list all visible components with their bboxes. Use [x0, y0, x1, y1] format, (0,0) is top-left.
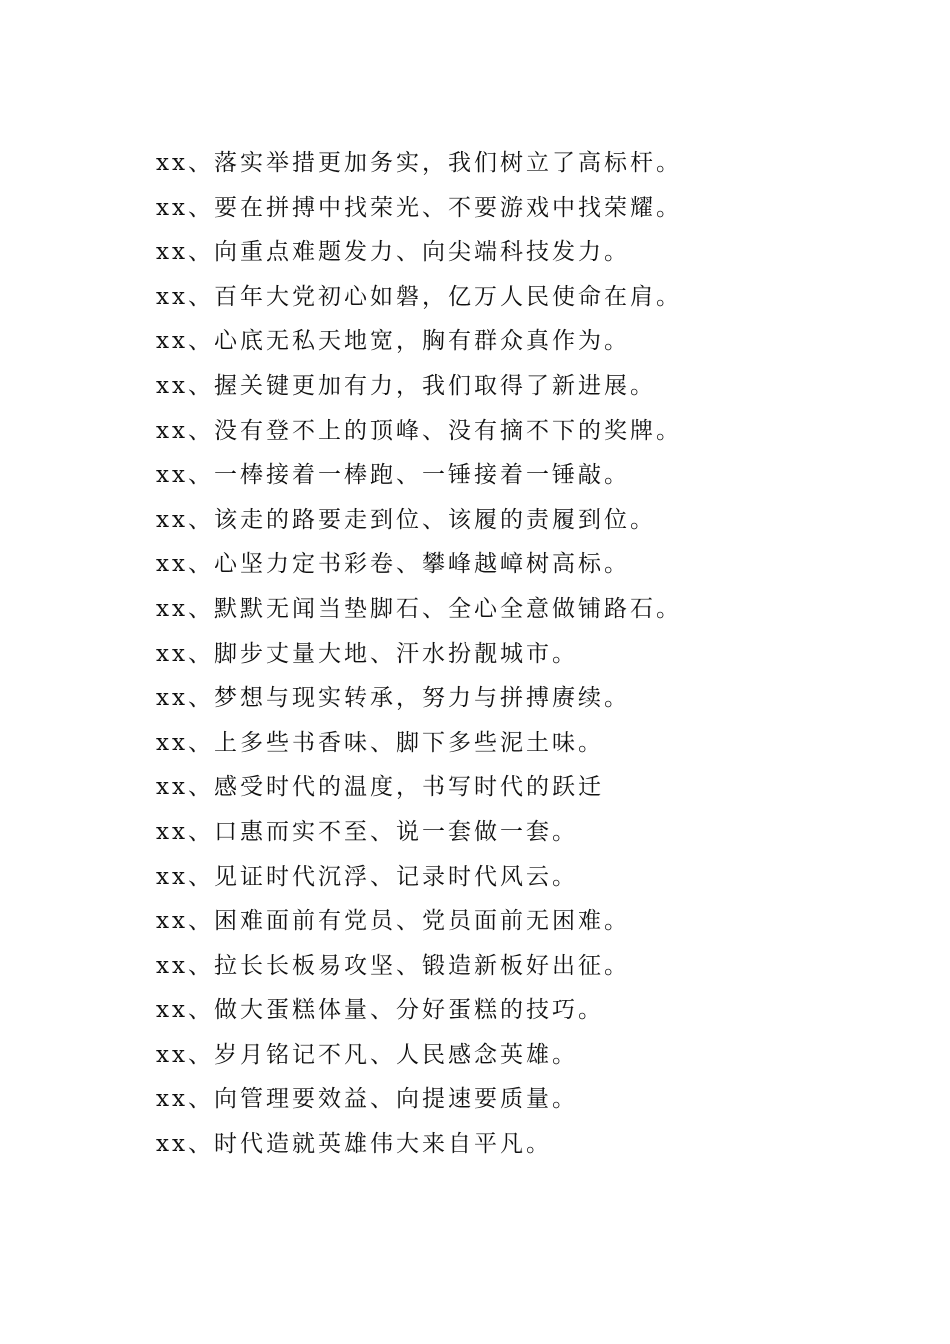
- slogan-line: xx、心底无私天地宽，胸有群众真作为。: [156, 328, 630, 355]
- slogan-line: xx、要在拼搏中找荣光、不要游戏中找荣耀。: [156, 194, 682, 221]
- slogan-line: xx、感受时代的温度，书写时代的跃迁: [156, 774, 604, 801]
- slogan-line: xx、向重点难题发力、向尖端科技发力。: [156, 239, 630, 266]
- slogan-line: xx、拉长长板易攻坚、锻造新板好出征。: [156, 952, 630, 979]
- slogan-line: xx、握关键更加有力，我们取得了新进展。: [156, 372, 656, 399]
- slogan-line: xx、心坚力定书彩卷、攀峰越嶂树高标。: [156, 551, 630, 578]
- slogan-line: xx、岁月铭记不凡、人民感念英雄。: [156, 1041, 578, 1068]
- slogan-line: xx、口惠而实不至、说一套做一套。: [156, 818, 578, 845]
- slogan-line: xx、脚步丈量大地、汗水扮靓城市。: [156, 640, 578, 667]
- slogan-line: xx、见证时代沉浮、记录时代风云。: [156, 863, 578, 890]
- slogan-line: xx、梦想与现实转承，努力与拼搏赓续。: [156, 685, 630, 712]
- slogan-line: xx、百年大党初心如磐，亿万人民使命在肩。: [156, 283, 682, 310]
- slogan-line: xx、上多些书香味、脚下多些泥土味。: [156, 729, 604, 756]
- slogan-line: xx、向管理要效益、向提速要质量。: [156, 1086, 578, 1113]
- slogan-line: xx、没有登不上的顶峰、没有摘不下的奖牌。: [156, 417, 682, 444]
- slogan-line: xx、做大蛋糕体量、分好蛋糕的技巧。: [156, 997, 604, 1024]
- slogan-line: xx、落实举措更加务实，我们树立了高标杆。: [156, 150, 682, 176]
- slogan-list: [156, 141, 856, 1167]
- slogan-line: xx、时代造就英雄伟大来自平凡。: [156, 1131, 552, 1158]
- slogan-line: xx、默默无闻当垫脚石、全心全意做铺路石。: [156, 595, 682, 622]
- slogan-line: xx、该走的路要走到位、该履的责履到位。: [156, 506, 656, 533]
- slogan-line: xx、困难面前有党员、党员面前无困难。: [156, 908, 630, 935]
- slogan-line: xx、一棒接着一棒跑、一锤接着一锤敲。: [156, 462, 630, 489]
